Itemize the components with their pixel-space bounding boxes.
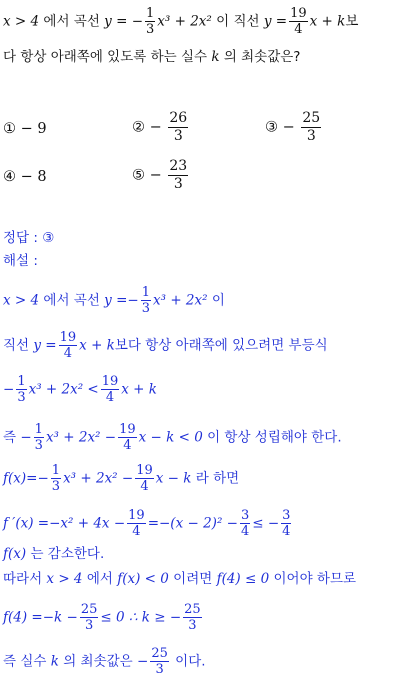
math: x + k [79,337,115,354]
solution-text: 라 하면 [195,470,240,487]
condition: x > 4 [46,571,83,587]
numerator: 23 [169,158,188,174]
math: ≤ 0 ∴ k ≥ − [100,609,182,626]
fraction [59,330,78,361]
numerator: 25 [151,646,168,661]
denominator: 4 [63,346,73,361]
curve-prefix: y = − [104,13,144,30]
choice-label: ⑤ [132,167,145,184]
solution-line-7 [3,545,104,563]
solution-text: 이 [211,292,225,309]
fraction [135,463,154,494]
solution-text: 에서 곡선 [43,292,100,309]
numerator: 1 [141,285,150,300]
denominator: 3 [173,176,183,192]
variable: k [50,653,59,670]
denominator: 4 [140,479,149,494]
math: =−(x − 2)² − [147,515,238,532]
math: x − k [155,470,192,487]
denominator: 3 [51,479,61,494]
fraction [101,374,120,405]
denominator: 4 [294,22,303,37]
numerator: 3 [240,508,250,523]
math: x + k [121,381,157,398]
choice-label: ② [132,119,145,136]
numerator: 26 [169,110,188,126]
math: x³ + 2x² [153,292,208,309]
solution-line-2 [3,330,328,361]
denominator: 4 [132,524,141,539]
choice-fraction [301,110,321,145]
solution-line-6 [3,508,293,539]
choice-2[interactable] [132,110,190,145]
choice-fraction [168,158,188,193]
choice-4[interactable] [3,167,47,187]
math: − [3,381,15,398]
math: ≤ − [252,515,280,532]
line-rest: x + k [309,13,346,30]
denominator: 3 [155,662,164,677]
denominator: 3 [17,390,26,405]
problem-text: 의 최솟값은? [223,49,301,65]
denominator: 4 [282,524,291,539]
condition: x > 4 [3,292,40,309]
fraction [145,6,155,37]
numerator: 19 [128,508,145,523]
problem-text: 이 직선 [216,13,260,30]
solution-text: 보다 항상 아래쪽에 있으려면 부등식 [114,337,328,354]
solution-text: 이다. [175,653,206,670]
denominator: 3 [146,22,155,37]
numerator: 19 [119,422,136,437]
choice-sign: − [282,119,295,136]
fraction [127,508,146,539]
math: f(x)=− [3,470,49,487]
choice-value: 9 [37,121,47,137]
numerator: 19 [101,374,119,389]
denominator: 4 [123,438,132,453]
curve-rest: x³ + 2x² [157,13,212,30]
solution-text: 직선 [3,337,30,354]
condition: x > 4 [3,13,40,30]
math: f(x) [3,546,27,562]
numerator: 1 [17,374,26,389]
math: x − k < 0 [138,429,203,446]
answer-label: 정답 : ③ [3,230,55,246]
fraction [16,374,26,405]
math: y =− [104,292,139,309]
denominator: 3 [188,618,197,633]
fraction [51,463,61,494]
denominator: 3 [34,438,43,453]
numerator: 25 [184,602,201,617]
denominator: 4 [105,390,115,405]
math: − [20,429,32,446]
fraction [281,508,291,539]
solution-line-3 [3,374,157,405]
fraction [240,508,250,539]
choice-sign: − [149,119,162,136]
denominator: 3 [306,128,316,144]
choice-fraction [168,110,188,145]
math: f(4) ≤ 0 [216,571,270,587]
solution-text: 즉 [3,429,17,446]
math: x³ + 2x² < [28,381,99,398]
line-prefix: y = [263,13,288,30]
fraction [80,602,99,633]
solution-text: 이려면 [173,571,213,587]
numerator: 1 [51,463,61,478]
solution-text: 이 항상 성립해야 한다. [207,429,342,446]
math: x³ + 2x² − [45,429,117,446]
solution-line-5 [3,463,239,494]
numerator: 25 [302,110,321,126]
math: f(x) < 0 [117,571,169,587]
denominator: 3 [173,128,183,144]
problem-text: 보 [345,13,359,30]
denominator: 4 [240,524,250,539]
solution-line-8 [3,570,356,588]
fraction [141,285,151,316]
denominator: 3 [141,301,150,316]
choice-5[interactable] [132,158,190,193]
solution-text: 이어야 하므로 [273,571,357,587]
solution-line-1 [3,285,225,316]
solution-text: 의 최솟값은 [63,653,133,670]
choice-1[interactable] [3,119,47,139]
choice-3[interactable] [265,110,323,145]
numerator: 3 [282,508,291,523]
choice-label: ④ [3,169,16,185]
solution-text: 즉 실수 [3,653,47,670]
problem-line-1 [3,6,358,37]
numerator: 19 [136,463,153,478]
fraction [183,602,202,633]
explanation-label: 해설 : [3,253,38,269]
math: y = [33,337,57,354]
math: f(4) =−k − [3,609,78,626]
fraction [150,646,169,677]
solution-text: 에서 [86,571,113,587]
numerator: 1 [34,422,43,437]
solution-text: 는 감소한다. [30,546,105,562]
numerator: 19 [290,6,307,21]
choice-value: 8 [37,169,47,185]
choice-label: ③ [265,119,278,136]
denominator: 3 [84,618,94,633]
math: f ′(x) =−x² + 4x − [3,515,126,532]
choice-sign: − [20,121,33,137]
math: − [137,653,149,670]
solution-line-10 [3,646,206,677]
fraction [118,422,137,453]
problem-text: 다 항상 아래쪽에 있도록 하는 실수 [3,49,208,65]
numerator: 25 [80,602,98,617]
solution-line-4 [3,422,342,453]
fraction [34,422,44,453]
solution-line-9 [3,602,204,633]
variable: k [211,49,220,65]
solution-text: 따라서 [3,571,43,587]
math: x³ + 2x² − [63,470,134,487]
numerator: 1 [146,6,155,21]
choice-sign: − [20,169,33,185]
problem-text: 에서 곡선 [43,13,100,30]
problem-line-2 [3,48,300,66]
choice-sign: − [149,167,162,184]
numerator: 19 [59,330,77,345]
choice-label: ① [3,121,16,137]
fraction [289,6,308,37]
